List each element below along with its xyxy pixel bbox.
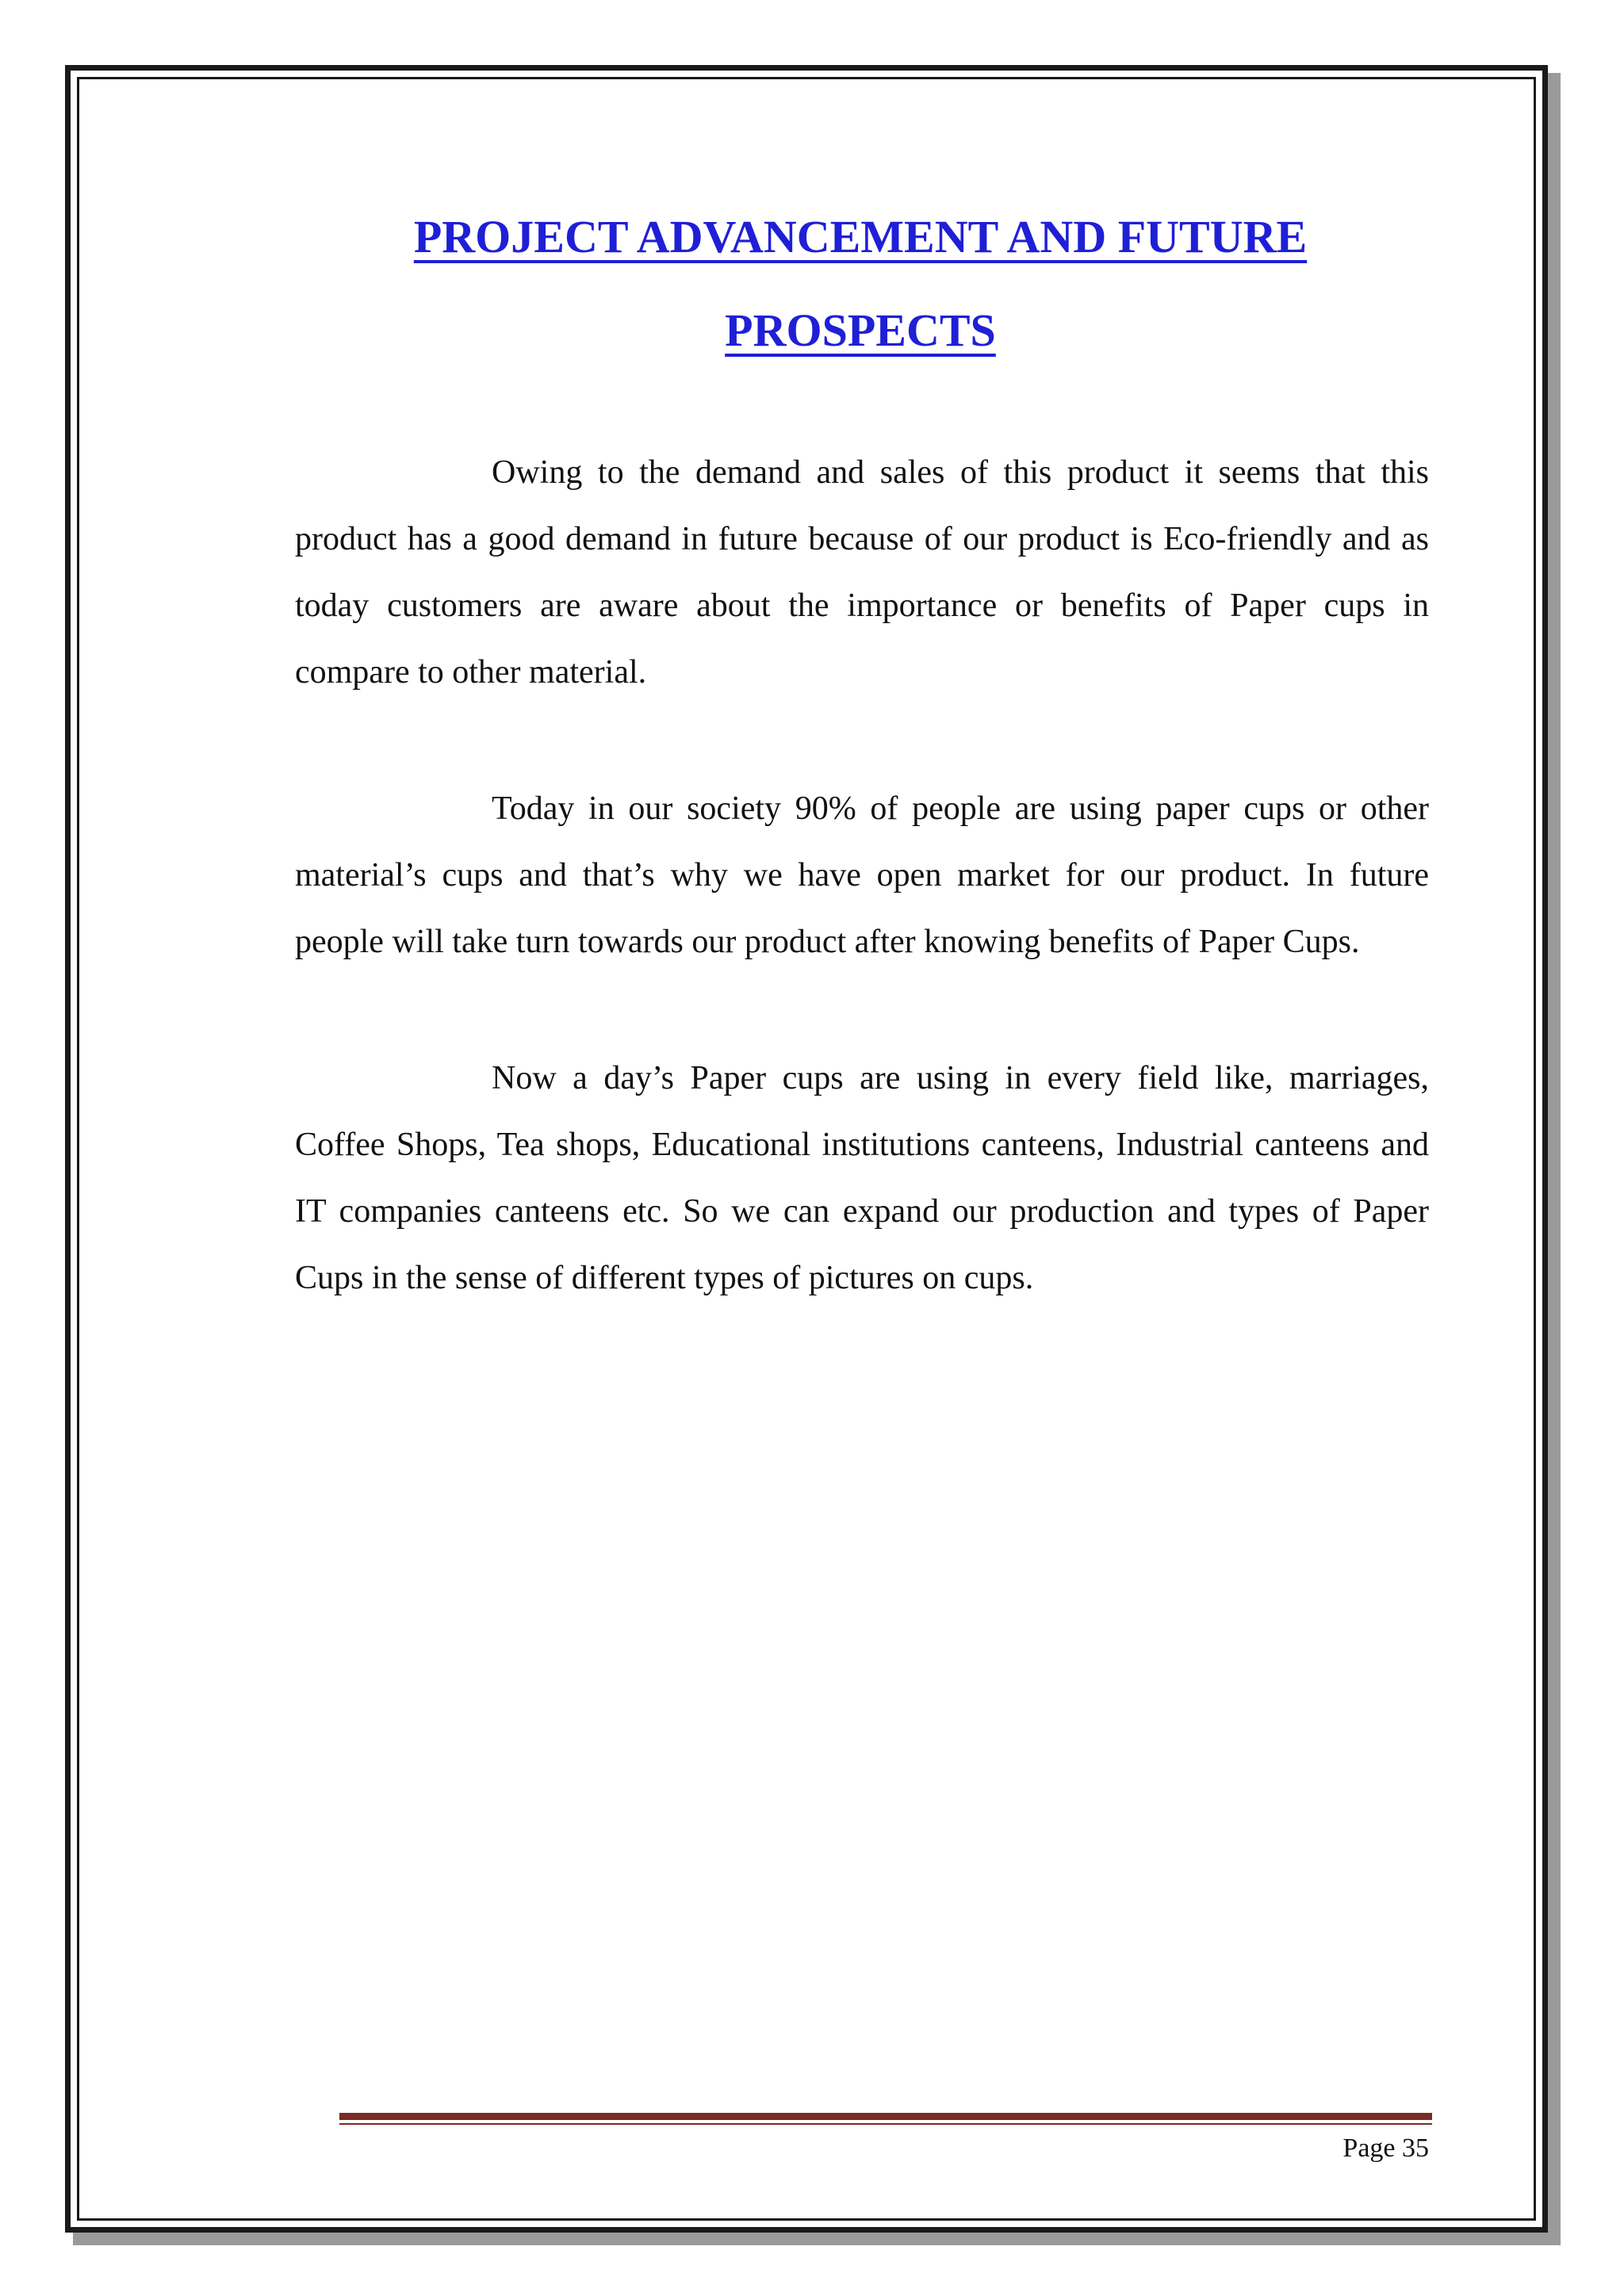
paragraph-2: Today in our society 90% of people are using paper cups or other material’s cups and that’s why we have open market for our product. In future people will take turn towards our product after knowing benefits of Paper Cups. bbox=[295, 790, 1429, 960]
page-title: PROJECT ADVANCEMENT AND FUTURE PROSPECTS bbox=[413, 211, 1308, 356]
footer-rule-thin bbox=[339, 2123, 1432, 2125]
body-text bbox=[295, 439, 1429, 1381]
paragraph-3: Now a day’s Paper cups are using in every field like, marriages, Coffee Shops, Tea shops, Educational institutions canteens, Industrial canteens and IT companies canteens etc. So we can expand our production and types of Paper Cups in the sense of different types of pictures on cups. bbox=[295, 1060, 1429, 1296]
footer-rule bbox=[339, 2113, 1432, 2120]
paragraph-1: Owing to the demand and sales of this product it seems that this product has a good demand in future because of our product is Eco-friendly and as today customers are aware about the importance or benefits of Paper cups in compare to other material. bbox=[295, 454, 1429, 691]
page-number: Page 35 bbox=[1342, 2133, 1429, 2163]
